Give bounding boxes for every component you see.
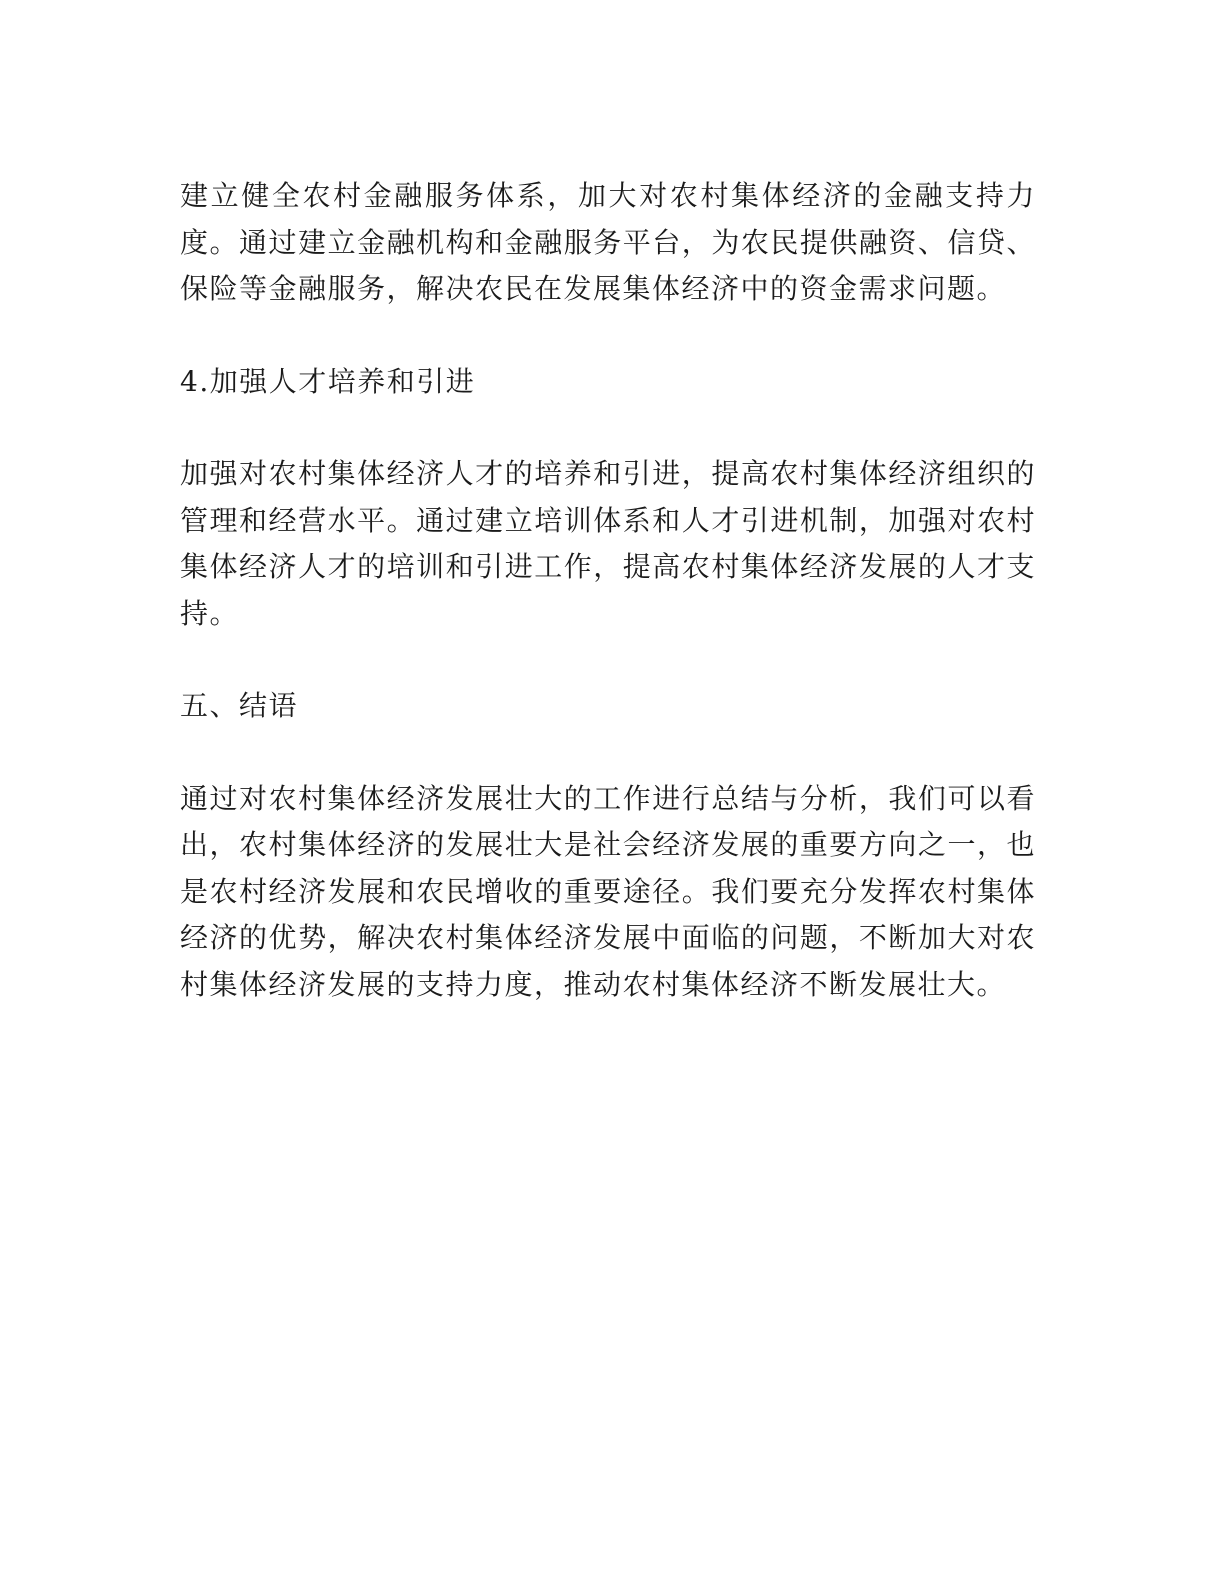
paragraph-conclusion: 通过对农村集体经济发展壮大的工作进行总结与分析，我们可以看出，农村集体经济的发展壮大是社会经济发展的重要方向之一，也是农村经济发展和农民增收的重要途径。我们要充分发挥农村集体经济的优势，解决农村集体经济发展中面临的问题，不断加大对农村集体经济发展的支持力度，推动农村集体经济不断发展壮大。 [180,781,1036,1001]
section-heading-talent: 4.加强人才培养和引进 [180,364,476,398]
paragraph-talent: 加强对农村集体经济人才的培养和引进，提高农村集体经济组织的管理和经营水平。通过建立培训体系和人才引进机制，加强对农村集体经济人才的培训和引进工作，提高农村集体经济发展的人才支持。 [180,457,1036,630]
document-page [180,173,1036,1054]
paragraph-financial-services: 建立健全农村金融服务体系，加大对农村集体经济的金融支持力度。通过建立金融机构和金融服务平台，为农民提供融资、信贷、保险等金融服务，解决农民在发展集体经济中的资金需求问题。 [180,179,1036,305]
section-heading-conclusion: 五、结语 [180,689,299,722]
